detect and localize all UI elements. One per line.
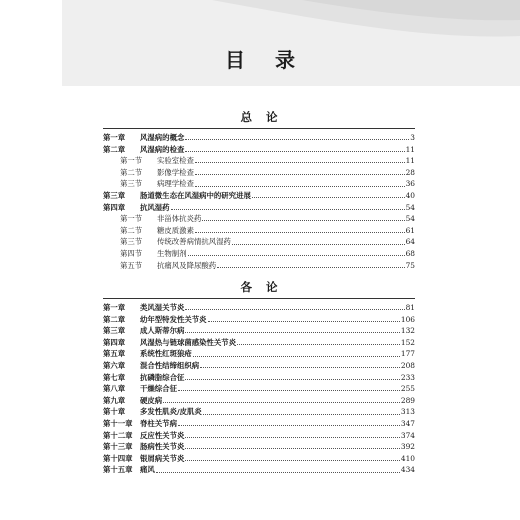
toc-dot-leader bbox=[202, 214, 404, 221]
toc-list bbox=[103, 132, 415, 271]
toc-dot-leader bbox=[185, 133, 409, 140]
toc-entry-page: 392 bbox=[400, 442, 415, 452]
toc-chapter-entry bbox=[103, 348, 415, 360]
toc-entry-number: 第一章 bbox=[103, 303, 126, 312]
toc-entry-page: 313 bbox=[400, 407, 415, 417]
toc-entry-title: 类风湿关节炎 bbox=[140, 303, 185, 312]
toc-entry-number: 第四章 bbox=[103, 337, 126, 347]
toc-entry-title: 痛风 bbox=[140, 465, 155, 475]
toc-entry-page: 434 bbox=[400, 465, 415, 475]
toc-dot-leader bbox=[188, 249, 405, 256]
toc-chapter-entry bbox=[103, 337, 415, 349]
toc-chapter-entry bbox=[103, 441, 415, 453]
toc-entry-title: 影像学检查 bbox=[157, 167, 194, 177]
toc-dot-leader bbox=[237, 338, 400, 345]
toc-entry-page: 208 bbox=[400, 360, 415, 370]
toc-dot-leader bbox=[252, 191, 405, 198]
toc-entry-number: 第二章 bbox=[103, 144, 126, 154]
toc-dot-leader bbox=[195, 156, 405, 163]
toc-dot-leader bbox=[171, 203, 405, 210]
section-title-char-1: 总 bbox=[240, 110, 252, 124]
toc-entry-number: 第一章 bbox=[103, 133, 126, 142]
toc-entry-title: 肠病性关节炎 bbox=[140, 442, 185, 452]
toc-entry-number: 第十二章 bbox=[103, 430, 133, 440]
toc-entry-number: 第十四章 bbox=[103, 453, 133, 463]
section-title bbox=[103, 278, 415, 296]
toc-entry-number: 第一节 bbox=[120, 214, 143, 224]
toc-dot-leader bbox=[178, 384, 400, 391]
toc-entry-number: 第一节 bbox=[120, 156, 143, 166]
section-title-char-2: 论 bbox=[266, 110, 278, 124]
header-swoosh-decoration bbox=[62, 0, 520, 86]
toc-chapter-entry bbox=[103, 132, 415, 144]
toc-entry-number: 第六章 bbox=[103, 360, 126, 370]
toc-entry-number: 第五章 bbox=[103, 349, 126, 359]
toc-dot-leader bbox=[217, 261, 404, 268]
toc-entry-title: 银屑病关节炎 bbox=[140, 453, 185, 463]
toc-chapter-entry bbox=[103, 302, 415, 314]
toc-dot-leader bbox=[232, 238, 405, 245]
toc-entry-title: 非甾体抗炎药 bbox=[157, 214, 202, 224]
toc-entry-page: 374 bbox=[400, 430, 415, 440]
toc-dot-leader bbox=[185, 442, 400, 449]
toc-entry-number: 第十章 bbox=[103, 407, 126, 417]
toc-entry-title: 风湿病的概念 bbox=[140, 133, 185, 142]
page-title-char-1: 目 bbox=[225, 48, 245, 72]
toc-entry-page: 3 bbox=[410, 133, 415, 142]
toc-entry-page: 75 bbox=[405, 260, 415, 270]
toc-entry-page: 255 bbox=[400, 384, 415, 394]
toc-entry-page: 81 bbox=[405, 303, 415, 312]
toc-entry-title: 多发性肌炎/皮肌炎 bbox=[140, 407, 202, 417]
toc-entry-number: 第三节 bbox=[120, 179, 143, 189]
toc-entry-number: 第九章 bbox=[103, 395, 126, 405]
toc-entry-number: 第二节 bbox=[120, 167, 143, 177]
section-title-char-1: 各 bbox=[240, 280, 252, 294]
toc-entry-title: 糖皮质激素 bbox=[157, 225, 194, 235]
toc-section-entry bbox=[103, 225, 415, 237]
toc-entry-page: 132 bbox=[400, 326, 415, 336]
toc-entry-number: 第七章 bbox=[103, 372, 126, 382]
toc-section-entry bbox=[103, 167, 415, 179]
toc-entry-page: 289 bbox=[400, 395, 415, 405]
toc-section-entry bbox=[103, 213, 415, 225]
toc-chapter-entry bbox=[103, 406, 415, 418]
toc-entry-page: 233 bbox=[400, 372, 415, 382]
toc-entry-title: 传统改善病情抗风湿药 bbox=[157, 237, 231, 247]
toc-section-specific bbox=[103, 278, 415, 476]
toc-chapter-entry bbox=[103, 395, 415, 407]
toc-entry-title: 混合性结缔组织病 bbox=[140, 360, 200, 370]
toc-dot-leader bbox=[185, 373, 400, 380]
section-divider bbox=[103, 128, 415, 129]
toc-entry-page: 11 bbox=[405, 144, 415, 154]
toc-dot-leader bbox=[200, 361, 400, 368]
toc-entry-title: 成人斯蒂尔病 bbox=[140, 326, 185, 336]
toc-entry-title: 实验室检查 bbox=[157, 156, 194, 166]
toc-entry-page: 106 bbox=[400, 314, 415, 324]
toc-entry-number: 第四节 bbox=[120, 248, 143, 258]
toc-chapter-entry bbox=[103, 202, 415, 214]
toc-dot-leader bbox=[193, 350, 400, 357]
toc-dot-leader bbox=[195, 168, 405, 175]
toc-section-entry bbox=[103, 248, 415, 260]
toc-entry-number: 第十五章 bbox=[103, 465, 133, 475]
toc-entry-title: 干燥综合征 bbox=[140, 384, 177, 394]
toc-entry-page: 40 bbox=[405, 190, 415, 200]
toc-dot-leader bbox=[185, 326, 400, 333]
toc-entry-title: 抗磷脂综合征 bbox=[140, 372, 185, 382]
toc-entry-page: 54 bbox=[405, 214, 415, 224]
toc-dot-leader bbox=[185, 431, 400, 438]
toc-entry-title: 病理学检查 bbox=[157, 179, 194, 189]
toc-chapter-entry bbox=[103, 372, 415, 384]
toc-section-entry bbox=[103, 236, 415, 248]
page-title bbox=[0, 44, 520, 73]
toc-chapter-entry bbox=[103, 430, 415, 442]
toc-entry-number: 第十一章 bbox=[103, 418, 133, 428]
toc-chapter-entry bbox=[103, 360, 415, 372]
toc-entry-number: 第四章 bbox=[103, 202, 126, 212]
toc-list bbox=[103, 302, 415, 476]
toc-entry-title: 抗风湿药 bbox=[140, 202, 170, 212]
toc-chapter-entry bbox=[103, 383, 415, 395]
toc-entry-page: 36 bbox=[405, 179, 415, 189]
toc-entry-title: 反应性关节炎 bbox=[140, 430, 185, 440]
toc-entry-page: 68 bbox=[405, 248, 415, 258]
toc-entry-page: 410 bbox=[400, 453, 415, 463]
toc-entry-number: 第五节 bbox=[120, 260, 143, 270]
toc-chapter-entry bbox=[103, 464, 415, 476]
toc-chapter-entry bbox=[103, 190, 415, 202]
toc-entry-page: 177 bbox=[400, 349, 415, 359]
toc-entry-title: 肠道微生态在风湿病中的研究进展 bbox=[140, 190, 251, 200]
toc-section-entry bbox=[103, 155, 415, 167]
toc-entry-number: 第八章 bbox=[103, 384, 126, 394]
section-title bbox=[103, 108, 415, 126]
toc-entry-title: 系统性红斑狼疮 bbox=[140, 349, 192, 359]
toc-chapter-entry bbox=[103, 314, 415, 326]
toc-entry-number: 第十三章 bbox=[103, 442, 133, 452]
toc-entry-page: 54 bbox=[405, 202, 415, 212]
toc-entry-page: 152 bbox=[400, 337, 415, 347]
toc-entry-number: 第三节 bbox=[120, 237, 143, 247]
toc-dot-leader bbox=[208, 315, 400, 322]
toc-entry-page: 64 bbox=[405, 237, 415, 247]
toc-section-entry bbox=[103, 178, 415, 190]
toc-section-entry bbox=[103, 260, 415, 272]
toc-dot-leader bbox=[185, 454, 400, 461]
toc-entry-page: 28 bbox=[405, 167, 415, 177]
toc-chapter-entry bbox=[103, 325, 415, 337]
toc-dot-leader bbox=[185, 303, 404, 310]
toc-dot-leader bbox=[178, 419, 400, 426]
toc-entry-title: 抗痛风及降尿酸药 bbox=[157, 260, 217, 270]
toc-chapter-entry bbox=[103, 418, 415, 430]
header-band bbox=[62, 0, 520, 86]
toc-entry-title: 脊柱关节病 bbox=[140, 418, 177, 428]
toc-section-general bbox=[103, 108, 415, 271]
toc-dot-leader bbox=[185, 145, 404, 152]
toc-dot-leader bbox=[163, 396, 400, 403]
toc-dot-leader bbox=[195, 180, 405, 187]
toc-chapter-entry bbox=[103, 144, 415, 156]
toc-entry-title: 硬皮病 bbox=[140, 395, 163, 405]
toc-entry-title: 风湿病的检查 bbox=[140, 144, 185, 154]
toc-entry-number: 第三章 bbox=[103, 190, 126, 200]
page-title-char-2: 录 bbox=[275, 48, 295, 72]
toc-entry-number: 第二章 bbox=[103, 314, 126, 324]
toc-entry-number: 第二节 bbox=[120, 225, 143, 235]
section-title-char-2: 论 bbox=[266, 280, 278, 294]
toc-entry-title: 生物制剂 bbox=[157, 248, 187, 258]
toc-entry-page: 347 bbox=[400, 418, 415, 428]
toc-entry-title: 风湿热与链球菌感染性关节炎 bbox=[140, 337, 237, 347]
section-divider bbox=[103, 298, 415, 299]
toc-dot-leader bbox=[203, 408, 400, 415]
toc-entry-page: 61 bbox=[405, 225, 415, 235]
toc-dot-leader bbox=[195, 226, 405, 233]
toc-entry-title: 幼年型特发性关节炎 bbox=[140, 314, 207, 324]
toc-entry-page: 11 bbox=[405, 156, 415, 166]
toc-chapter-entry bbox=[103, 453, 415, 465]
toc-entry-number: 第三章 bbox=[103, 326, 126, 336]
toc-dot-leader bbox=[156, 466, 400, 473]
